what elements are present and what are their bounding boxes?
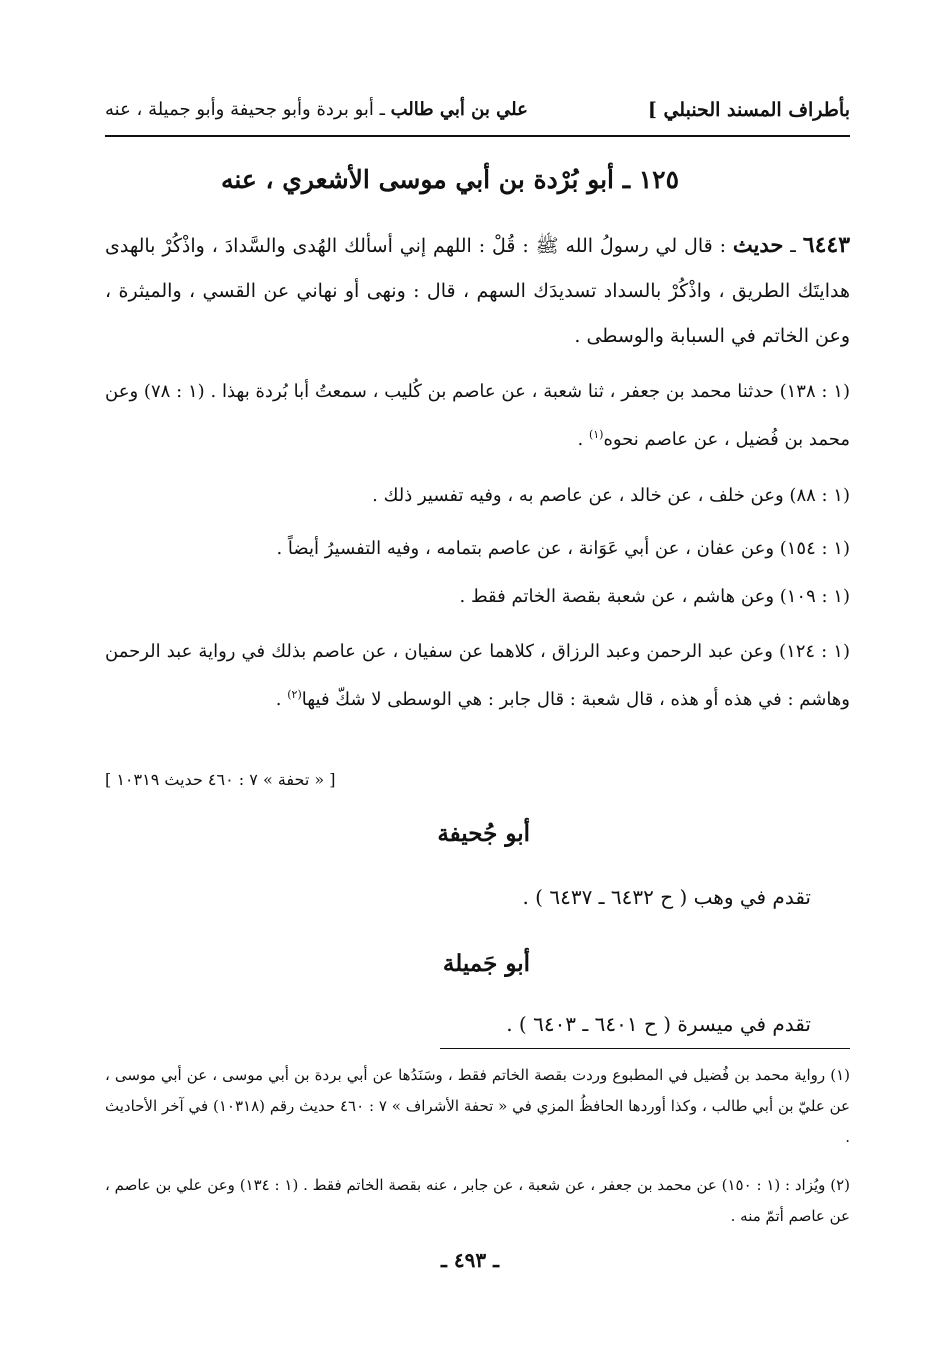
running-head-book-title: بأطراف المسند الحنبلي ] [647,99,850,121]
running-head-chapter-bold: علي بن أبي طالب [390,99,528,120]
footnote-marker: (١) [830,1066,850,1084]
hadith-dash: ـ [783,235,803,257]
sub-entry-note: تقدم في ميسرة ( ح ٦٤٠١ ـ ٦٤٠٣ ) . [506,1012,811,1036]
chain-line: (١ : ١٠٩) وعن هاشم ، عن شعبة بقصة الخاتم فقط . [459,586,850,607]
footnote-separator [440,1048,850,1049]
hadith-number: ٦٤٤٣ [802,232,851,258]
footnote-text: ويُزاد : (١ : ١٥٠) عن محمد بن جعفر ، عن شعبة ، عن جابر ، عنه بقصة الخاتم فقط . (١ : ١٣٤) وعن علي بن عاصم ، عن عاصم أتمّ منه . [105,1176,850,1225]
hadith-text: : قال لي رسولُ الله ﷺ : قُلْ : اللهم إني أسألك الهُدى والسَّدادَ ، واذْكُرْ بالهدى هدايتَك الطريق ، واذْكُرْ بالسداد تسديدَك السهم ، قال : ونهى أو نهاني عن القسي ، والميثرة ، وعن الخاتم في السبابة والوسطى . [105,235,850,347]
chain-line: (١ : ٨٨) وعن خلف ، عن خالد ، عن عاصم به ، وفيه تفسير ذلك . [372,485,850,506]
chain-line [105,630,850,721]
section-title: ١٢٥ ـ أبو بُرْدة بن أبي موسى الأشعري ، عنه [220,165,680,194]
footnote-text: رواية محمد بن فُضيل في المطبوع وردت بقصة الخاتم فقط ، وسَنَدُها عن أبي بردة بن أبي موسى ، عن أبي موسى ، عن عليّ بن أبي طالب ، وكذا أوردها الحافظُ المزي في « تحفة الأشراف » ٧ : ٤٦٠ حديث رقم (١٠٣١٨) في آخر الأحاديث . [105,1066,850,1146]
chain-line [105,370,850,461]
footnote-marker: (٢) [830,1176,851,1194]
chain-line: (١ : ١٥٤) وعن عفان ، عن أبي عَوَانة ، عن عاصم بتمامه ، وفيه التفسيرُ أيضاً . [276,538,850,559]
chain-text: (١ : ١٢٤) وعن عبد الرحمن وعبد الرزاق ، كلاهما عن سفيان ، عن عاصم بذلك في رواية عبد الرحمن وهاشم : في هذه أو هذه ، قال شعبة : قال جابر : هي الوسطى لا شكّ فيها [105,641,850,710]
sub-entry-heading: أبو جُحيفة [437,820,530,847]
chain-text: (١ : ١٣٨) حدثنا محمد بن جعفر ، ثنا شعبة ، عن عاصم بن كُليب ، سمعتُ أبا بُردة بهذا . (١ : ٧٨) وعن محمد بن فُضيل ، عن عاصم نحوه [105,381,850,450]
footnote-mark: (٢) [287,688,302,701]
hadith-keyword: حديث [732,232,784,257]
tuhfa-reference: [ « تحفة » ٧ : ٤٦٠ حديث ١٠٣١٩ ] [105,770,336,789]
chain-tail: . [577,429,589,450]
sub-entry-note: تقدم في وهب ( ح ٦٤٣٢ ـ ٦٤٣٧ ) . [522,885,811,909]
running-head-chapter [105,99,528,120]
header-rule [105,135,850,137]
running-head [105,95,850,135]
chain-tail: . [275,689,288,710]
running-head-chapter-rest: ـ أبو بردة وأبو جحيفة وأبو جميلة ، عنه [105,99,385,120]
footnote [105,1060,850,1153]
page-number: ـ ٤٩٣ ـ [441,1248,499,1272]
footnote [105,1170,850,1232]
footnote-mark: (١) [588,428,604,441]
hadith-paragraph [105,222,850,359]
sub-entry-heading: أبو جَميلة [442,950,530,977]
